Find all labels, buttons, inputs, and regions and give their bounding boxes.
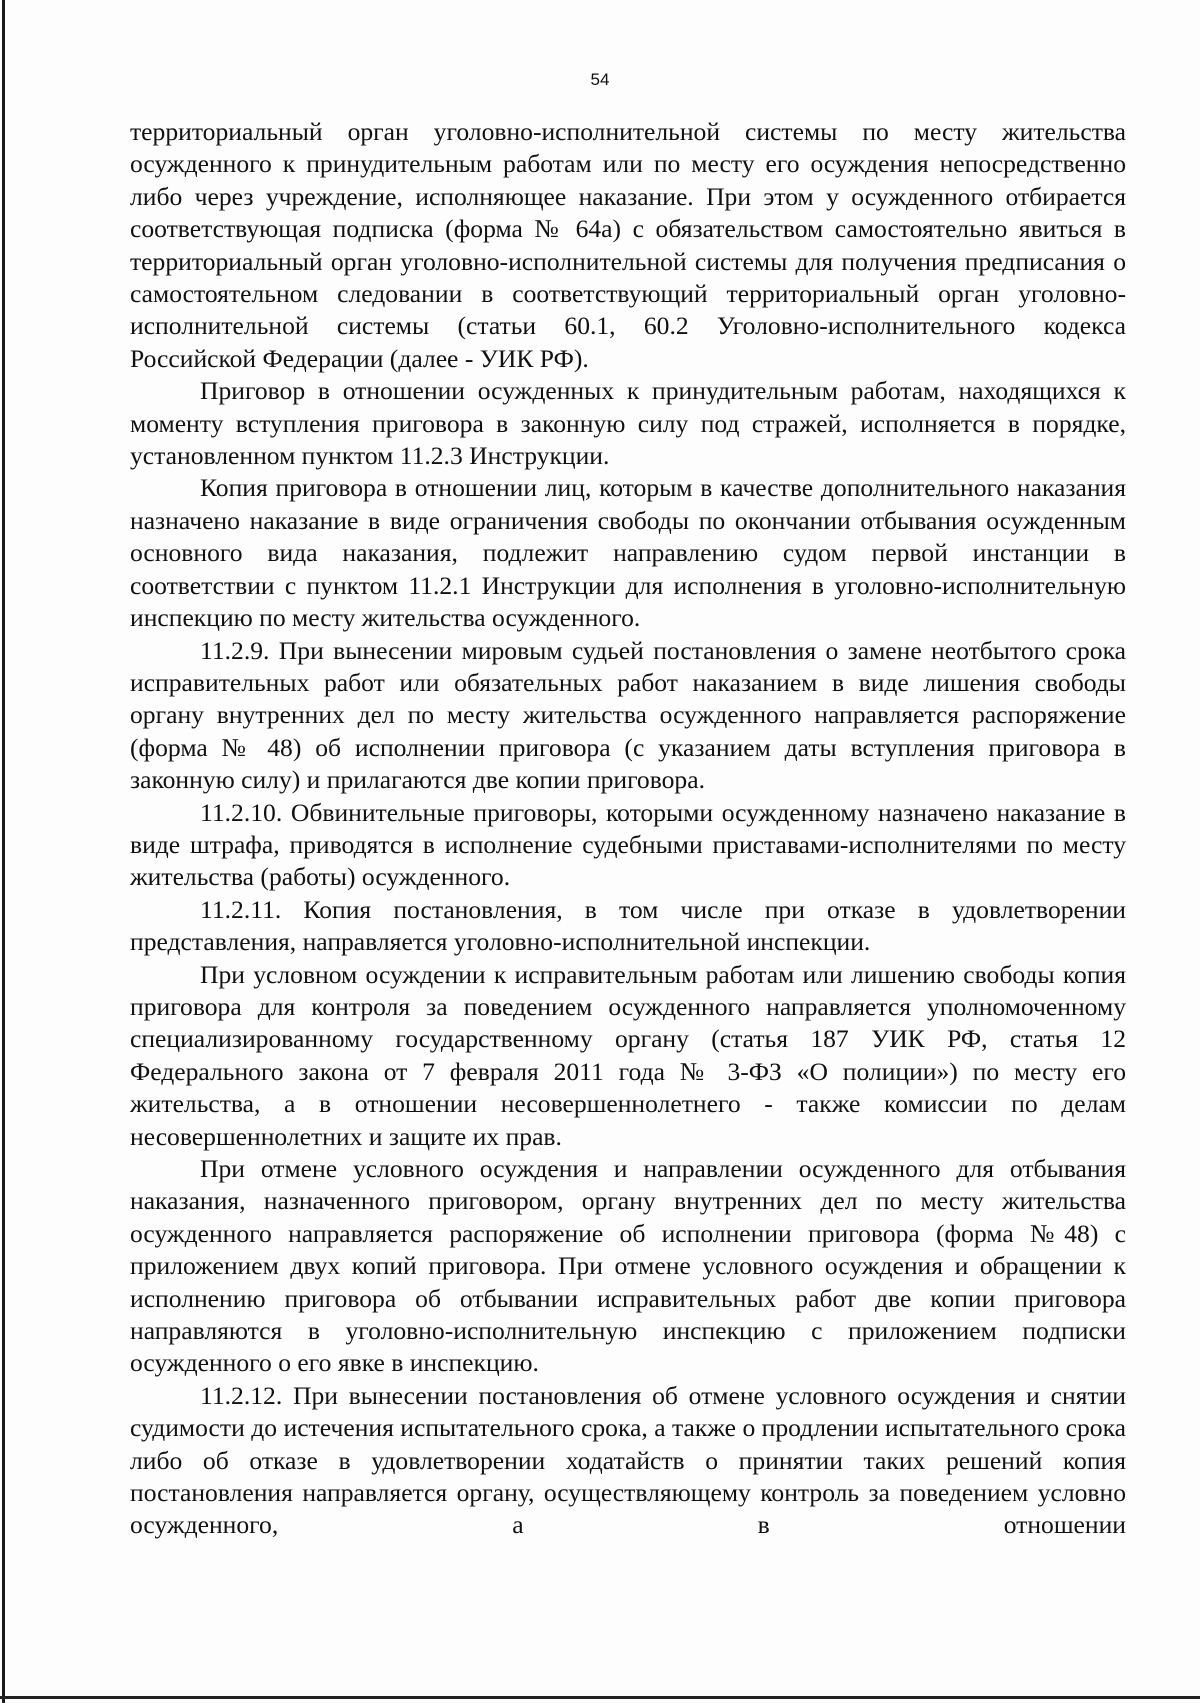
paragraph-otmena-uslovnogo: При отмене условного осуждения и направлении осужденного для отбывания наказания, назначенного приговором, органу внутренних дел по месту жительства осужденного направляется распоряжение об исполнении приговора (форма №48) с приложением двух копий приговора. При отмене условного осуждения и обращении к исполнению приговора об отбывании исправительных работ две копии приговора направляются в уголовно-исполнительную инспекцию с приложением подписки осужденного о его явке в инспекцию. (130, 1154, 1126, 1378)
scan-edge-bottom (0, 1696, 1200, 1699)
paragraph-uslovnoe-osuzhdenie: При условном осуждении к исправительным работам или лишению свободы копия приговора для контроля за поведением осужденного направляется уполномоченному специализированному государственному органу (статья 187 УИК РФ, статья 12 Федерального закона от 7 февраля 2011 года № 3-ФЗ «О полиции») по месту его жительства, а в отношении несовершеннолетнего - также комиссии по делам несовершеннолетних и защите их прав. (130, 959, 1126, 1151)
page-number: 54 (590, 70, 610, 89)
paragraph-11-2-10: 11.2.10. Обвинительные приговоры, которыми осужденному назначено наказание в виде штрафа, приводятся в исполнение судебными приставами-исполнителями по месту жительства (работы) осужденного. (130, 797, 1126, 892)
paragraph-11-2-11: 11.2.11. Копия постановления, в том числе при отказе в удовлетворении представления, направляется уголовно-исполнительной инспекции. (130, 894, 1126, 957)
document-body (130, 116, 1126, 1542)
paragraph-continuation: территориальный орган уголовно-исполнительной системы по месту жительства осужденного к принудительным работам или по месту его осуждения непосредственно либо через учреждение, исполняющее наказание. При этом у осужденного отбирается соответствующая подписка (форма № 64а) с обязательством самостоятельно явиться в территориальный орган уголовно-исполнительной системы для получения предписания о самостоятельном следовании в соответствующий территориальный орган уголовно-исполнительной системы (статьи 60.1, 60.2 Уголовно-исполнительного кодекса Российской Федерации (далее - УИК РФ). (130, 117, 1126, 373)
paragraph-prigovor-pod-strazhei: Приговор в отношении осужденных к принудительным работам, находящихся к моменту вступления приговора в законную силу под стражей, исполняется в порядке, установленном пунктом 11.2.3 Инструкции. (130, 376, 1126, 471)
paragraph-11-2-9: 11.2.9. При вынесении мировым судьей постановления о замене неотбытого срока исправительных работ или обязательных работ наказанием в виде лишения свободы органу внутренних дел по месту жительства осужденного направляется распоряжение (форма № 48) об исполнении приговора (с указанием даты вступления приговора в законную силу) и прилагаются две копии приговора. (130, 635, 1126, 795)
paragraph-kopiya-prigovora: Копия приговора в отношении лиц, которым в качестве дополнительного наказания назначено наказание в виде ограничения свободы по окончании отбывания осужденным основного вида наказания, подлежит направлению судом первой инстанции в соответствии с пунктом 11.2.1 Инструкции для исполнения в уголовно-исполнительную инспекцию по месту жительства осужденного. (130, 473, 1126, 633)
scan-edge-left (2, 0, 5, 1703)
paragraph-11-2-12: 11.2.12. При вынесении постановления об отмене условного осуждения и снятии судимости до истечения испытательного срока, а также о продлении испытательного срока либо об отказе в удовлетворении ходатайств о принятии таких решений копия постановления направляется органу, осуществляющему контроль за поведением условно осужденного, а в отношении (130, 1380, 1126, 1540)
